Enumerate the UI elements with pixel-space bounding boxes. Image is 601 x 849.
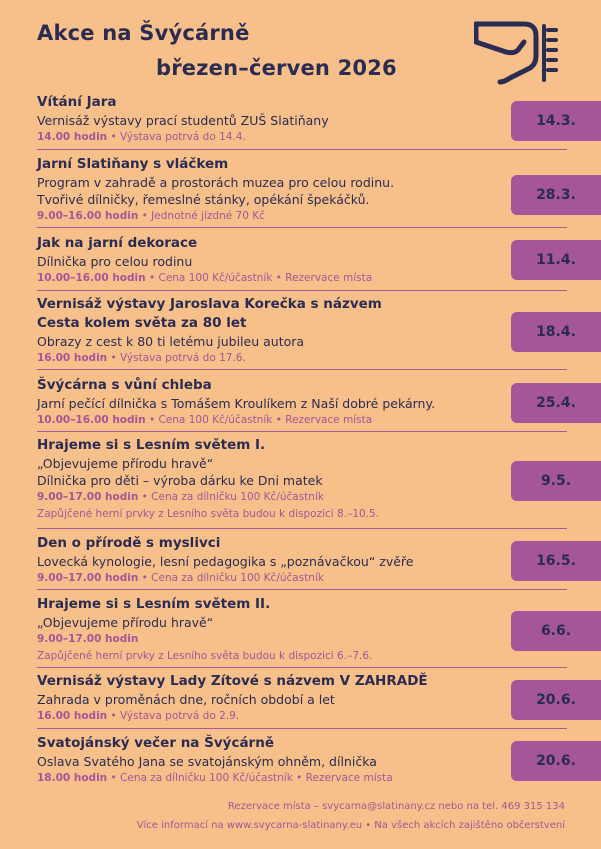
event-item [37, 672, 567, 729]
event-description: Lovecká kynologie, lesní pedagogika s „poznávačkou“ zvěře [37, 554, 414, 569]
event-time: 16.00 hodin [37, 352, 108, 364]
event-date-badge: 9.5. [511, 461, 601, 501]
event-description: Tvořivé dílničky, řemeslné stánky, opékání špekáčků. [37, 192, 370, 207]
footer-reservation: Rezervace místa – svycarna@slatinany.cz nebo na tel. 469 315 134 [227, 801, 565, 812]
event-title: Vítání Jara [37, 94, 117, 110]
event-note: Zapůjčené herní prvky z Lesního světa budou k dispozici 8.–10.5. [37, 508, 380, 520]
event-description: Dílnička pro celou rodinu [37, 254, 193, 269]
event-item [37, 436, 567, 529]
event-meta: 18.00 hodin • Cena za dílničku 100 Kč/účastník • Rezervace místa [37, 772, 393, 784]
event-date-badge: 11.4. [511, 240, 601, 280]
event-note: Zapůjčené herní prvky z Lesního světa budou k dispozici 6.–7.6. [37, 650, 373, 662]
event-description: Program v zahradě a prostorách muzea pro celou rodinu. [37, 175, 395, 190]
event-description: Dílnička pro děti – výroba dárku ke Dni matek [37, 473, 323, 488]
event-description: „Objevujeme přírodu hravě“ [37, 456, 214, 471]
event-title: Svatojánský večer na Švýcárně [37, 735, 274, 751]
event-meta: 9.00–16.00 hodin • Jednotné jízdné 70 Kč [37, 210, 265, 222]
event-item [37, 376, 567, 432]
event-time: 9.00–17.00 hodin [37, 572, 139, 584]
title-line-1: Akce na Švýcárně [37, 21, 250, 45]
event-date-badge: 25.4. [511, 383, 601, 423]
event-meta: 16.00 hodin • Výstava potrvá do 17.6. [37, 352, 246, 364]
event-title: Hrajeme si s Lesním světem I. [37, 437, 266, 453]
event-title: Den o přírodě s myslivci [37, 535, 221, 551]
event-date-badge: 14.3. [511, 101, 601, 141]
event-date-badge: 20.6. [511, 680, 601, 720]
event-title: Jarní Slatiňany s vláčkem [37, 156, 229, 172]
event-date-badge: 16.5. [511, 541, 601, 581]
event-description: Vernisáž výstavy prací studentů ZUŠ Slatiňany [37, 113, 329, 128]
event-description: Zahrada v proměnách dne, ročních období a let [37, 692, 335, 707]
event-date-badge: 20.6. [511, 741, 601, 781]
event-meta: 14.00 hodin • Výstava potrvá do 14.4. [37, 131, 246, 143]
event-item [37, 234, 567, 291]
event-time: 9.00–17.00 hodin [37, 491, 139, 503]
title-line-2: březen–červen 2026 [156, 56, 397, 80]
event-item [37, 595, 567, 668]
event-description: Obrazy z cest k 80 ti letému jubileu autora [37, 334, 305, 349]
event-description: Jarní pečící dílnička s Tomášem Kroulíkem z Naší dobré pekárny. [37, 396, 436, 411]
event-date-badge: 18.4. [511, 312, 601, 352]
event-time: 14.00 hodin [37, 131, 108, 143]
event-time: 9.00–16.00 hodin [37, 210, 139, 222]
event-time: 10.00–16.00 hodin [37, 414, 146, 426]
event-title: Švýcárna s vůní chleba [37, 377, 212, 393]
event-meta [37, 631, 567, 648]
event-description: „Objevujeme přírodu hravě“ [37, 615, 214, 630]
event-title: Hrajeme si s Lesním světem II. [37, 596, 271, 612]
event-item [37, 295, 567, 370]
event-meta: 10.00–16.00 hodin • Cena 100 Kč/účastník • Rezervace místa [37, 272, 373, 284]
event-meta: 16.00 hodin • Výstava potrvá do 2.9. [37, 710, 240, 722]
event-title: Vernisáž výstavy Lady Zítové s názvem V ZAHRADĚ [37, 673, 428, 689]
svycarna-chair-logo-icon [474, 16, 560, 88]
event-item [37, 155, 567, 228]
event-title: Vernisáž výstavy Jaroslava Korečka s názvem [37, 296, 382, 312]
event-date-badge: 6.6. [511, 611, 601, 651]
event-item [37, 93, 567, 150]
event-time: 16.00 hodin [37, 710, 108, 722]
event-time: 9.00–17.00 hodin [37, 633, 139, 645]
event-time: 18.00 hodin [37, 772, 108, 784]
event-date-badge: 28.3. [511, 175, 601, 215]
event-time: 10.00–16.00 hodin [37, 272, 146, 284]
event-item [37, 534, 567, 590]
event-description: Oslava Svatého Jana se svatojánským ohněm, dílnička [37, 754, 377, 769]
event-title: Jak na jarní dekorace [37, 235, 198, 251]
event-meta: 9.00–17.00 hodin • Cena za dílničku 100 Kč/účastník [37, 491, 324, 503]
event-title-line-2: Cesta kolem světa za 80 let [37, 315, 247, 331]
event-meta: 9.00–17.00 hodin • Cena za dílničku 100 Kč/účastník [37, 572, 324, 584]
footer-info: Více informací na www.svycarna-slatinany.eu • Na všech akcích zajištěno občerstvení [136, 820, 565, 831]
event-item [37, 734, 567, 790]
event-meta: 10.00–16.00 hodin • Cena 100 Kč/účastník • Rezervace místa [37, 414, 373, 426]
